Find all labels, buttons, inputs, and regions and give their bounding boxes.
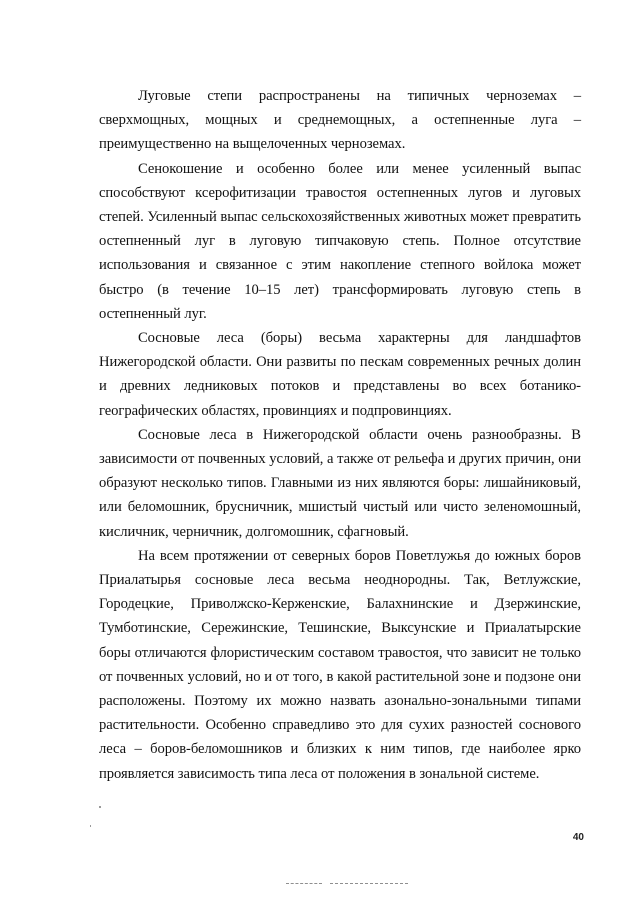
scan-speck	[99, 806, 101, 808]
paragraph-pine-forests: Сосновые леса (боры) весьма характерны для ландшафтов Нижегородской области. Они развиты по пескам современных речных долин и древних ледниковых потоков и представлены во всех ботанико-географических областях, провинциях и подпровинциях.	[99, 330, 581, 419]
scan-edge-line	[330, 883, 408, 884]
scan-edge-line	[286, 883, 322, 884]
scan-speck	[90, 825, 91, 827]
paragraph-haymaking-grazing: Сенокошение и особенно более или менее усиленный выпас способствуют ксерофитизации травостоя остепненных лугов и луговых степей. Усиленный выпас сельскохозяйственных животных может превратить остепненный луг в луговую типчаковую степь. Полное отсутствие использования и связанное с этим накопление степного войлока может быстро (в течение 10–15 лет) трансформировать луговую степь в остепненный луг.	[99, 160, 581, 322]
paragraph-pine-forest-types: Сосновые леса в Нижегородской области очень разнообразны. В зависимости от почвенных условий, а также от рельефа и других причин, они образуют несколько типов. Главными из них являются боры: лишайниковый, или беломошник, брусничник, мшистый чистый или чисто зеленомошный, кисличник, черничник, долгомошник, сфагновый.	[99, 426, 581, 540]
body-text	[99, 84, 581, 786]
page-number: 40	[572, 832, 584, 843]
paragraph-pine-forest-variation: На всем протяжении от северных боров Поветлужья до южных боров Приалатырья сосновые леса весьма неоднородны. Так, Ветлужские, Городецкие, Приволжско-Керженские, Балахнинские и Дзержинские, Тумботинские, Сережинские, Тешинские, Выксунские и Приалатырские боры отличаются флористическим составом травостоя, что зависит не только от почвенных условий, но и от того, в какой растительной зоне и подзоне они расположены. Поэтому их можно назвать азонально-зональными типами растительности. Особенно справедливо это для сухих разностей соснового леса – боров-беломошников и близких к ним типов, где наиболее ярко проявляется зависимость типа леса от положения в зональной системе.	[99, 547, 581, 782]
paragraph-meadow-steppes: Луговые степи распространены на типичных черноземах – сверхмощных, мощных и среднемощных, а остепненные луга – преимущественно на выщелоченных черноземах.	[99, 88, 581, 153]
